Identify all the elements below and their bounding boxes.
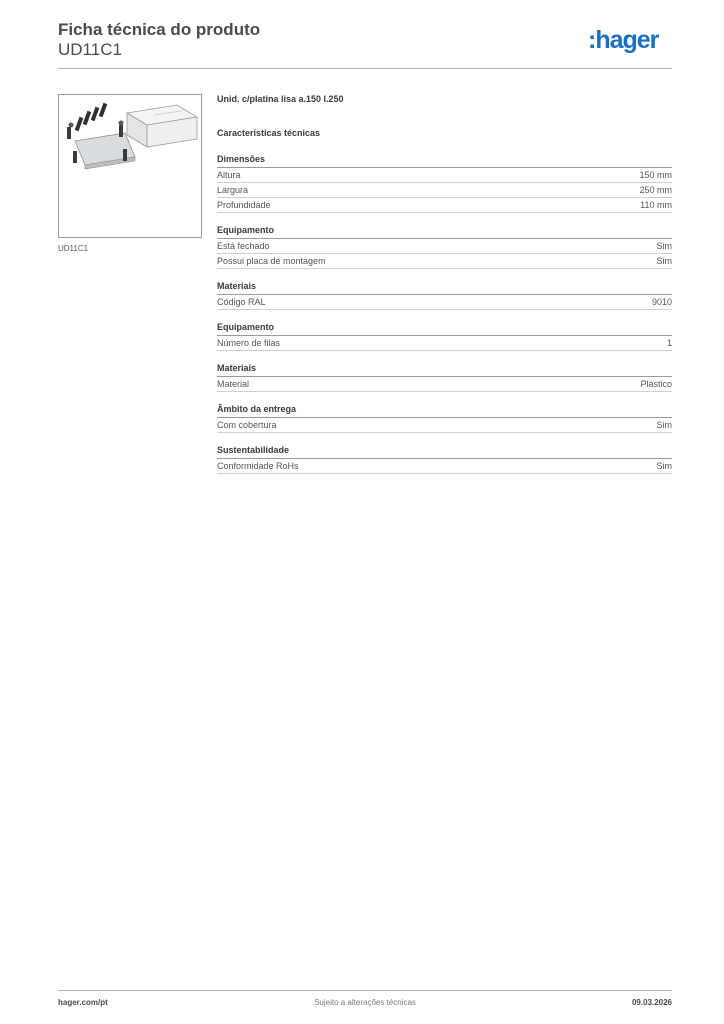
spec-label: Material [217, 379, 250, 389]
spec-value: 110 mm [640, 200, 672, 210]
footer-disclaimer: Sujeito a alterações técnicas [314, 998, 416, 1007]
spec-row [217, 418, 672, 433]
group-materials [217, 281, 672, 310]
image-caption: UD11C1 [58, 244, 89, 253]
spec-label: Com cobertura [217, 420, 277, 430]
spec-label: Conformidade RoHs [217, 461, 299, 471]
spec-value: Plástico [640, 379, 672, 389]
product-name: Unid. c/platina lisa a.150 l.250 [217, 94, 344, 104]
spec-row [217, 295, 672, 310]
group-equipment [217, 225, 672, 269]
spec-row [217, 168, 672, 183]
spec-label: Profundidade [217, 200, 271, 210]
spec-value: Sim [656, 420, 672, 430]
group-title: Âmbito da entrega [217, 404, 672, 418]
group-materials-material [217, 363, 672, 392]
spec-row [217, 459, 672, 474]
group-title: Equipamento [217, 225, 672, 239]
group-equipment-rows [217, 322, 672, 351]
spec-row [217, 198, 672, 213]
group-dimensions [217, 154, 672, 213]
product-image [58, 94, 202, 238]
page-footer [58, 998, 672, 1012]
group-title: Materiais [217, 281, 672, 295]
group-title: Sustentabilidade [217, 445, 672, 459]
footer-date: 09.03.2026 [631, 998, 672, 1007]
product-details [217, 94, 672, 474]
section-heading: Características técnicas [217, 128, 321, 138]
spec-label: Possui placa de montagem [217, 256, 326, 266]
hager-logo [588, 26, 672, 56]
spec-label: Altura [217, 170, 241, 180]
spec-value: Sim [656, 256, 672, 266]
page-header [58, 20, 672, 68]
group-title: Materiais [217, 363, 672, 377]
group-title: Dimensões [217, 154, 672, 168]
spec-label: Número de filas [217, 338, 281, 348]
spec-value: Sim [656, 241, 672, 251]
group-delivery-scope [217, 404, 672, 433]
footer-website-link[interactable]: hager.com/pt [58, 998, 108, 1007]
page-title: Ficha técnica do produto [58, 20, 261, 39]
spec-label: Está fechado [217, 241, 270, 251]
footer-divider [58, 990, 672, 991]
header-divider [58, 68, 672, 69]
group-title: Equipamento [217, 322, 672, 336]
hager-logo-text: :hager [588, 26, 659, 54]
spec-value: 1 [666, 338, 672, 348]
spec-value: 9010 [651, 297, 672, 307]
spec-row [217, 254, 672, 269]
spec-row [217, 336, 672, 351]
spec-value: 150 mm [639, 170, 672, 180]
spec-label: Código RAL [217, 297, 266, 307]
group-sustainability [217, 445, 672, 474]
spec-row [217, 377, 672, 392]
spec-row [217, 183, 672, 198]
spec-row [217, 239, 672, 254]
product-code: UD11C1 [58, 40, 122, 59]
product-illustration [59, 95, 201, 237]
spec-label: Largura [217, 185, 249, 195]
spec-value: 250 mm [639, 185, 672, 195]
spec-value: Sim [656, 461, 672, 471]
